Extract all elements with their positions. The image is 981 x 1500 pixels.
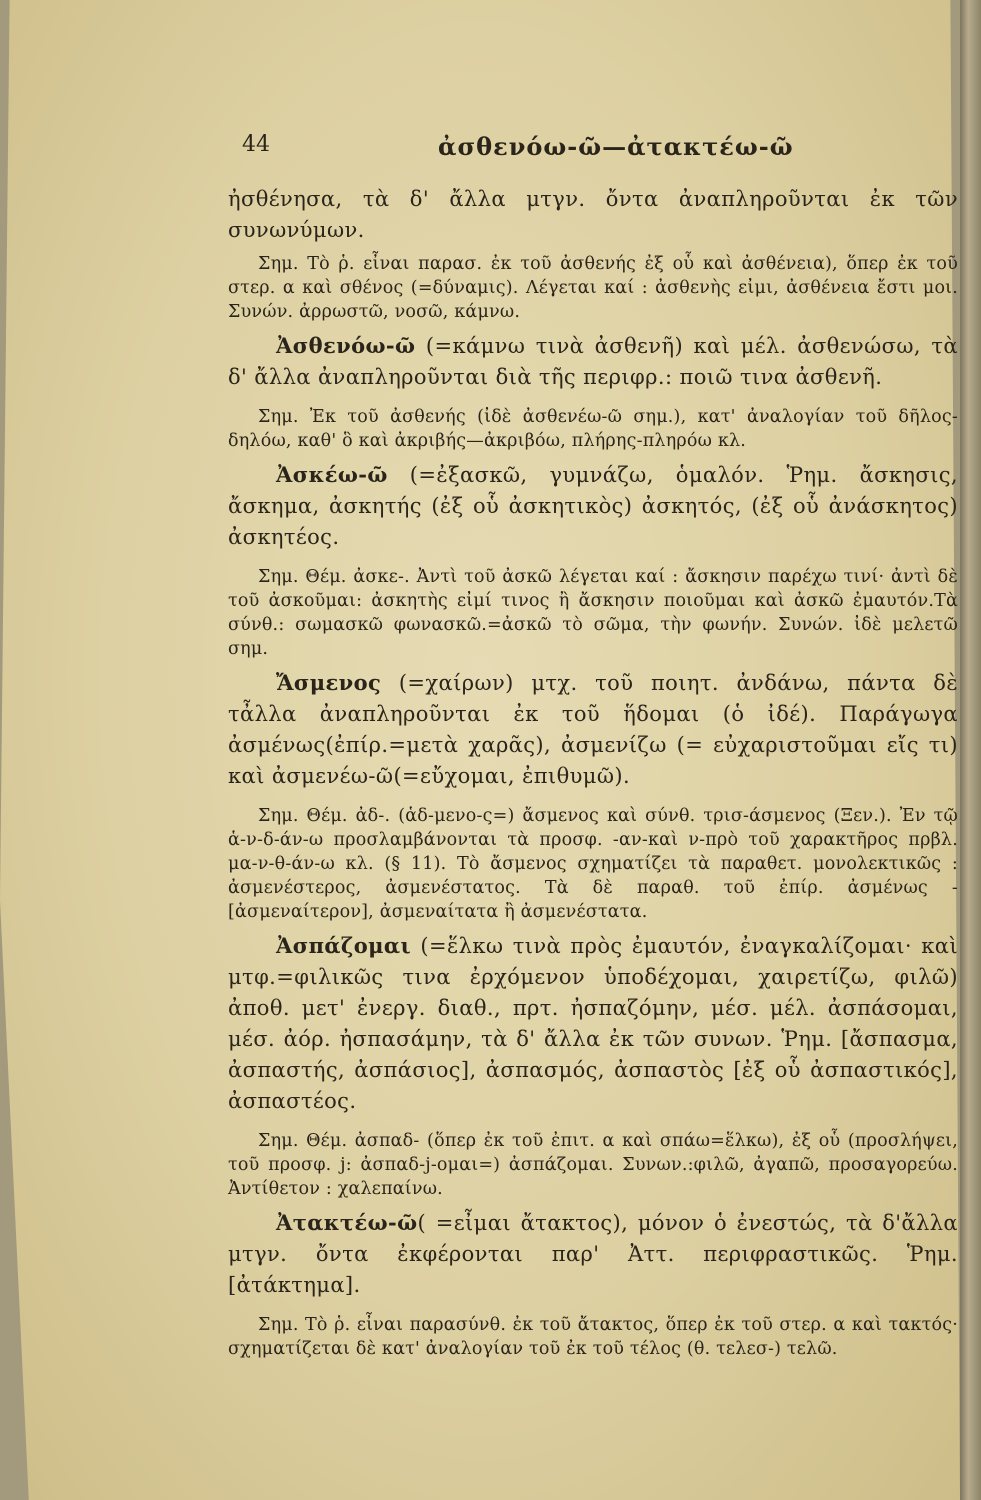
page-binding-edge [960, 0, 981, 1500]
entry-text: (=κάμνω τινὰ ἀσθενῆ) καὶ μέλ. ἀσθενώσω, τὰ δ' ἄλλα ἀναπληροῦνται διὰ τῆς περιφρ.: ποιῶ τινα ἀσθενῆ. [228, 334, 958, 389]
entry-lemma: Ἀσπάζομαι [276, 933, 412, 958]
entry-text: ἠσθένησα, τὰ δ' ἄλλα μτγν. ὄντα ἀναπληροῦνται ἐκ τῶν συνωνύμων. [228, 187, 958, 242]
entry-text: Σημ. Θέμ. ἀσπαδ- (ὅπερ ἐκ τοῦ ἐπιτ. α καὶ σπάω=ἕλκω), ἐξ οὗ (προσλήψει, τοῦ προσφ. j: ἀσπαδ-j-ομαι=) ἀσπάζομαι. Συνων.:φιλῶ, ἀγαπῶ, προσαγορεύω. Ἀντίθετον : χαλεπαίνω. [228, 1131, 958, 1199]
note-paragraph [228, 1129, 958, 1201]
page-text [228, 132, 958, 1361]
page-header [228, 132, 958, 178]
entry-paragraph [228, 459, 958, 553]
entries [228, 184, 958, 1361]
entry-lemma: Ἄσμενος [276, 670, 382, 695]
entry-paragraph [228, 1207, 958, 1301]
page-number: 44 [242, 132, 270, 157]
entry-text: Σημ. Τὸ ῥ. εἶναι παρασ. ἐκ τοῦ ἀσθενής ἐξ οὗ καὶ ἀσθένεια), ὅπερ ἐκ τοῦ στερ. α καὶ σθένος (=δύναμις). Λέγεται καί : ἀσθενὴς εἰμι, ἀσθένεια ἔστι μοι. Συνών. ἀρρωστῶ, νοσῶ, κάμνω. [228, 254, 958, 322]
note-paragraph [228, 1313, 958, 1361]
note-paragraph [228, 804, 958, 924]
entry-lemma: Ἀτακτέω-ῶ [276, 1210, 418, 1235]
entry-paragraph [228, 667, 958, 792]
entry-text: (=χαίρων) μτχ. τοῦ ποιητ. ἀνδάνω, πάντα δὲ τἆλλα ἀναπληροῦνται ἐκ τοῦ ἥδομαι (ὁ ἰδέ). Παράγωγα ἀσμένως(ἐπίρ.=μετὰ χαρᾶς), ἀσμενίζω (= εὐχαριστοῦμαι εἴς τι) καὶ ἀσμενέω-ῶ(=εὔχομαι, ἐπιθυμῶ). [228, 671, 958, 788]
entry-text: Σημ. Θέμ. ἀδ-. (ἁδ-μενο-ς=) ἄσμενος καὶ σύνθ. τρισ-άσμενος (Ξεν.). Ἐν τῷ ἁ-ν-δ-άν-ω προσλαμβάνονται τὰ προσφ. -αν-καὶ ν-πρὸ τοῦ χαρακτῆρος πρβλ. μα-ν-θ-άν-ω κλ. (§ 11). Τὸ ἄσμενος σχηματίζει τὰ παραθετ. μονολεκτικῶς : ἀσμενέστερος, ἀσμενέστατος. Τὰ δὲ παραθ. τοῦ ἐπίρ. ἀσμένως -[ἀσμεναίτερον], ἀσμεναίτατα ἢ ἀσμενέστατα. [228, 806, 958, 922]
note-paragraph [228, 252, 958, 324]
note-paragraph [228, 405, 958, 453]
entry-text: (=ἐξασκῶ, γυμνάζω, ὁμαλόν. Ῥημ. ἄσκησις, ἄσκημα, ἀσκητής (ἐξ οὗ ἀσκητικὸς) ἀσκητός, (ἐξ οὗ ἀνάσκητος) ἀσκητέος. [228, 463, 958, 549]
entry-text: (=ἕλκω τινὰ πρὸς ἐμαυτόν, ἐναγκαλίζομαι· καὶ μτφ.=φιλικῶς τινα ἐρχόμενον ὑποδέχομαι, χαιρετίζω, φιλῶ) ἀποθ. μετ' ἐνεργ. διαθ., πρτ. ἠσπαζόμην, μέσ. μέλ. ἀσπάσομαι, μέσ. ἀόρ. ἠσπασάμην, τὰ δ' ἄλλα ἐκ τῶν συνων. Ῥημ. [ἄσπασμα, ἀσπαστής, ἀσπάσιος], ἀσπασμός, ἀσπαστὸς [ἐξ οὗ ἀσπαστικός], ἀσπαστέος. [228, 934, 958, 1113]
entry-lemma: Ἀσθενόω-ῶ [276, 333, 416, 358]
entry-paragraph [228, 330, 958, 393]
entry-text: ( =εἶμαι ἄτακτος), μόνον ὁ ἐνεστώς, τὰ δ'ἄλλα μτγν. ὄντα ἐκφέρονται παρ' Ἀττ. περιφραστικῶς. Ῥημ. [ἀτάκτημα]. [228, 1211, 958, 1297]
entry-paragraph [228, 930, 958, 1117]
entry-text: Σημ. Θέμ. ἀσκε-. Ἀντὶ τοῦ ἀσκῶ λέγεται καί : ἄσκησιν παρέχω τινί· ἀντὶ δὲ τοῦ ἀσκοῦμαι: ἀσκητὴς εἰμί τινος ἢ ἄσκησιν ποιοῦμαι καὶ ἀσκῶ ἐμαυτόν.Τὰ σύνθ.: σωμασκῶ φωνασκῶ.=ἀσκῶ τὸ σῶμα, τὴν φωνήν. Συνών. ἰδὲ μελετῶ σημ. [228, 567, 958, 659]
running-head: ἀσθενόω-ῶ—ἀτακτέω-ῶ [438, 132, 794, 161]
entry-text: Σημ. Ἐκ τοῦ ἀσθενής (ἰδὲ ἀσθενέω-ῶ σημ.), κατ' ἀναλογίαν τοῦ δῆλος-δηλόω, καθ' ὃ καὶ ἀκριβής—ἀκριβόω, πλήρης-πληρόω κλ. [228, 407, 958, 451]
note-paragraph [228, 565, 958, 661]
entry-lemma: Ἀσκέω-ῶ [276, 462, 388, 487]
entry-text: Σημ. Τὸ ῥ. εἶναι παρασύνθ. ἐκ τοῦ ἄτακτος, ὅπερ ἐκ τοῦ στερ. α καὶ τακτός· σχηματίζεται δὲ κατ' ἀναλογίαν τοῦ ἐκ τοῦ τέλος (θ. τελεσ-) τελῶ. [228, 1315, 958, 1359]
entry-paragraph [228, 184, 958, 246]
